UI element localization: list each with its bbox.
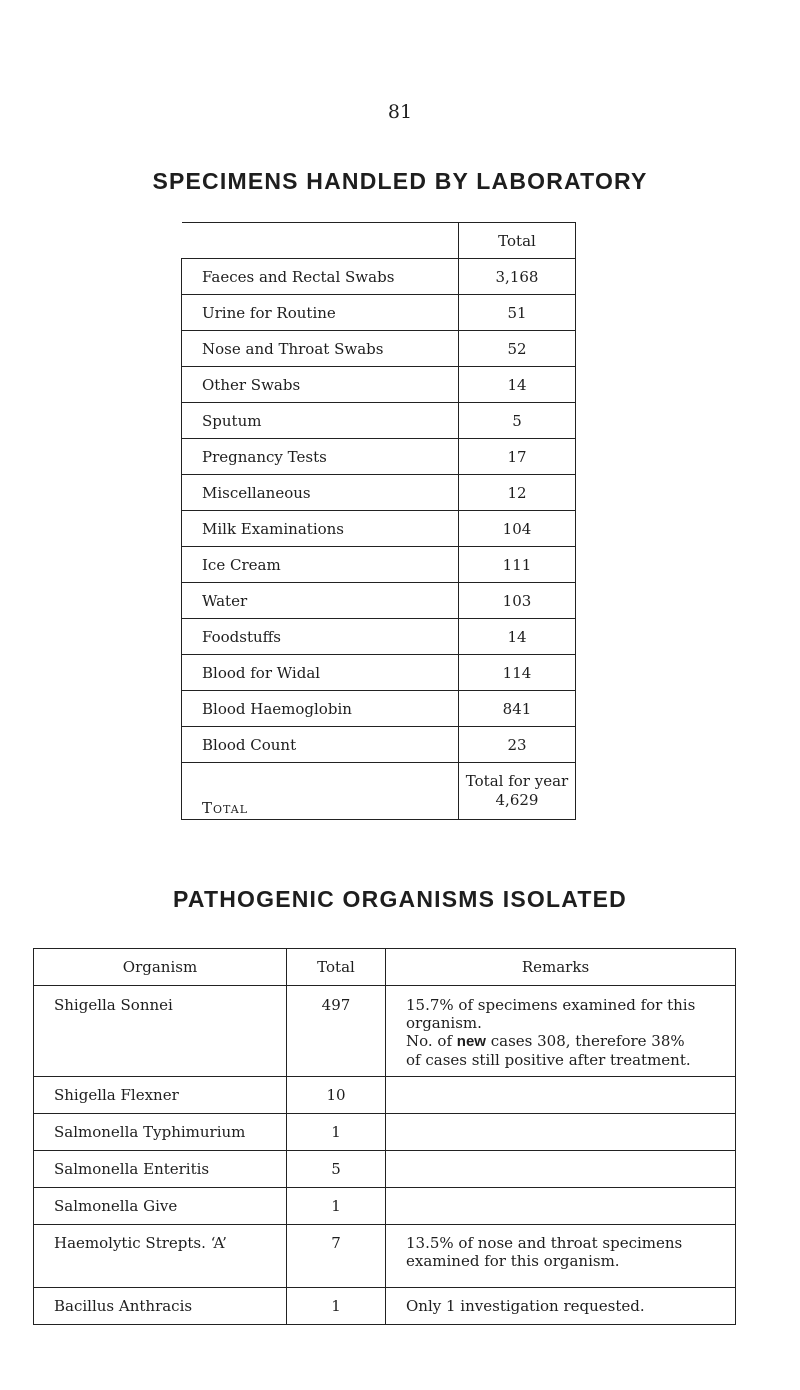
organism-name: Haemolytic Strepts. ‘A’ xyxy=(34,1225,287,1288)
table-row xyxy=(182,727,576,763)
specimen-label: Blood for Widal xyxy=(182,655,459,691)
organism-total: 10 xyxy=(287,1077,386,1114)
table-row xyxy=(182,259,576,295)
specimen-total: 841 xyxy=(459,691,576,727)
specimen-total: 12 xyxy=(459,475,576,511)
specimens-header-blank xyxy=(182,223,459,259)
specimen-label: Nose and Throat Swabs xyxy=(182,331,459,367)
remarks-text: cases 308, therefore 38% xyxy=(485,1032,685,1050)
organism-total: 7 xyxy=(287,1225,386,1288)
specimen-label: Blood Haemoglobin xyxy=(182,691,459,727)
table-row xyxy=(182,511,576,547)
organism-remarks: Only 1 investigation requested. xyxy=(386,1288,736,1325)
specimen-label: Milk Examinations xyxy=(182,511,459,547)
specimen-total: 14 xyxy=(459,619,576,655)
specimens-header-total: Total xyxy=(459,223,576,259)
specimen-total: 14 xyxy=(459,367,576,403)
total-year-value: 4,629 xyxy=(495,791,539,809)
table-row xyxy=(182,619,576,655)
specimen-total: 52 xyxy=(459,331,576,367)
table-row xyxy=(34,986,736,1077)
organism-total: 497 xyxy=(287,986,386,1077)
table-row xyxy=(34,1188,736,1225)
organism-total: 1 xyxy=(287,1188,386,1225)
page-number: 81 xyxy=(387,101,413,123)
specimen-label: Blood Count xyxy=(182,727,459,763)
organism-remarks xyxy=(386,1151,736,1188)
table-row xyxy=(182,475,576,511)
remarks-emphasis: new xyxy=(456,1033,486,1050)
table-row xyxy=(182,691,576,727)
specimens-heading: SPECIMENS HANDLED BY LABORATORY xyxy=(152,168,648,194)
remarks-text: No. of xyxy=(406,1032,457,1050)
table-row xyxy=(34,1151,736,1188)
organism-name: Salmonella Give xyxy=(34,1188,287,1225)
total-label: Total xyxy=(182,763,459,820)
table-row xyxy=(182,583,576,619)
table-row xyxy=(182,295,576,331)
specimen-label: Other Swabs xyxy=(182,367,459,403)
specimen-total: 5 xyxy=(459,403,576,439)
table-row xyxy=(182,547,576,583)
specimen-label: Sputum xyxy=(182,403,459,439)
organism-name: Salmonella Typhimurium xyxy=(34,1114,287,1151)
organisms-heading: PATHOGENIC ORGANISMS ISOLATED xyxy=(173,886,627,912)
table-row xyxy=(182,403,576,439)
organism-remarks xyxy=(386,1114,736,1151)
specimen-total: 3,168 xyxy=(459,259,576,295)
specimen-label: Faeces and Rectal Swabs xyxy=(182,259,459,295)
remarks-line: examined for this organism. xyxy=(406,1252,620,1270)
organisms-header-row xyxy=(34,949,736,986)
specimen-label: Pregnancy Tests xyxy=(182,439,459,475)
specimens-header-row xyxy=(182,223,576,259)
specimen-total: 103 xyxy=(459,583,576,619)
specimen-label: Foodstuffs xyxy=(182,619,459,655)
organism-total: 1 xyxy=(287,1114,386,1151)
organism-name: Shigella Sonnei xyxy=(34,986,287,1077)
table-row xyxy=(182,655,576,691)
remarks-line: 13.5% of nose and throat specimens xyxy=(406,1234,683,1252)
organism-name: Salmonella Enteritis xyxy=(34,1151,287,1188)
specimen-total: 114 xyxy=(459,655,576,691)
specimen-total: 51 xyxy=(459,295,576,331)
organism-remarks xyxy=(386,1077,736,1114)
organism-remarks xyxy=(386,1188,736,1225)
table-row xyxy=(34,1077,736,1114)
organism-name: Shigella Flexner xyxy=(34,1077,287,1114)
specimens-table xyxy=(181,222,576,820)
specimen-total: 104 xyxy=(459,511,576,547)
organism-total: 1 xyxy=(287,1288,386,1325)
total-year-cell xyxy=(459,763,576,820)
header-remarks: Remarks xyxy=(386,949,736,986)
organism-name: Bacillus Anthracis xyxy=(34,1288,287,1325)
organism-total: 5 xyxy=(287,1151,386,1188)
header-total: Total xyxy=(287,949,386,986)
remarks-line xyxy=(406,1032,725,1051)
specimen-label: Ice Cream xyxy=(182,547,459,583)
specimen-total: 23 xyxy=(459,727,576,763)
organisms-table xyxy=(33,948,736,1325)
organism-remarks xyxy=(386,1225,736,1288)
remarks-line: organism. xyxy=(406,1014,482,1032)
table-row xyxy=(34,1114,736,1151)
remarks-line: 15.7% of specimens examined for this xyxy=(406,996,696,1014)
specimen-total: 111 xyxy=(459,547,576,583)
header-organism: Organism xyxy=(34,949,287,986)
specimens-total-row xyxy=(182,763,576,820)
specimen-label: Urine for Routine xyxy=(182,295,459,331)
specimen-label: Water xyxy=(182,583,459,619)
remarks-line: of cases still positive after treatment. xyxy=(406,1051,691,1069)
table-row xyxy=(182,367,576,403)
total-year-label: Total for year xyxy=(465,772,569,790)
specimen-total: 17 xyxy=(459,439,576,475)
table-row xyxy=(182,439,576,475)
table-row xyxy=(182,331,576,367)
table-row xyxy=(34,1225,736,1288)
table-row xyxy=(34,1288,736,1325)
specimen-label: Miscellaneous xyxy=(182,475,459,511)
organism-remarks xyxy=(386,986,736,1077)
